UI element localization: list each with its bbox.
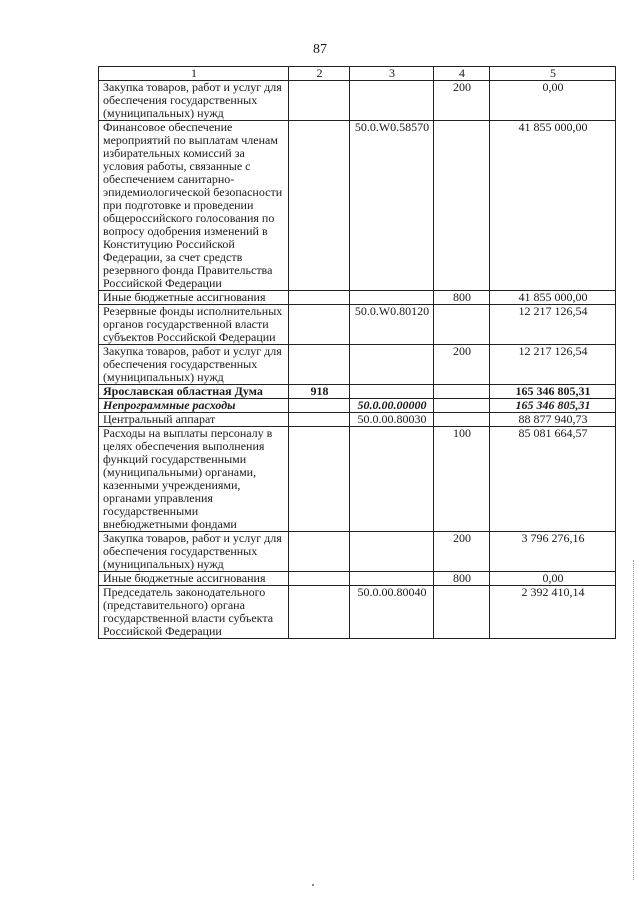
cell-type: 800 — [434, 291, 490, 305]
cell-code: 50.0.00.80040 — [350, 586, 434, 639]
cell-type — [434, 385, 490, 399]
table-row — [99, 413, 616, 427]
cell-ministry: 918 — [289, 385, 350, 399]
cell-amount: 165 346 805,31 — [490, 385, 616, 399]
cell-ministry — [289, 291, 350, 305]
cell-type: 100 — [434, 427, 490, 532]
cell-amount: 3 796 276,16 — [490, 532, 616, 572]
cell-code — [350, 532, 434, 572]
table-row — [99, 305, 616, 345]
cell-type — [434, 305, 490, 345]
cell-ministry — [289, 345, 350, 385]
cell-code — [350, 81, 434, 121]
cell-amount: 0,00 — [490, 81, 616, 121]
cell-name: Непрограммные расходы — [99, 399, 289, 413]
cell-code — [350, 385, 434, 399]
cell-name: Финансовое обеспечение мероприятий по выплатам членам избирательных комиссий за условия работы, связанные с обеспечением санитарно-эпидемиологической безопасности при подготовке и проведении общероссийского голосования по вопросу одобрения изменений в Конституцию Российской Федерации, за счет средств резервного фонда Правительства Российской Федерации — [99, 121, 289, 291]
cell-name: Закупка товаров, работ и услуг для обеспечения государственных (муниципальных) нужд — [99, 532, 289, 572]
column-header: 3 — [350, 67, 434, 81]
column-header: 4 — [434, 67, 490, 81]
cell-type — [434, 413, 490, 427]
cell-ministry — [289, 413, 350, 427]
cell-code: 50.0.W0.58570 — [350, 121, 434, 291]
cell-name: Резервные фонды исполнительных органов государственной власти субъектов Российской Федерации — [99, 305, 289, 345]
cell-ministry — [289, 586, 350, 639]
cell-ministry — [289, 121, 350, 291]
cell-code — [350, 572, 434, 586]
table-row — [99, 586, 616, 639]
scan-edge-mark — [633, 560, 636, 880]
cell-name: Центральный аппарат — [99, 413, 289, 427]
cell-name: Иные бюджетные ассигнования — [99, 291, 289, 305]
table-row — [99, 532, 616, 572]
cell-type — [434, 121, 490, 291]
cell-type: 800 — [434, 572, 490, 586]
column-header: 2 — [289, 67, 350, 81]
cell-amount: 0,00 — [490, 572, 616, 586]
cell-code: 50.0.00.80030 — [350, 413, 434, 427]
cell-amount: 12 217 126,54 — [490, 305, 616, 345]
cell-type — [434, 399, 490, 413]
cell-name: Расходы на выплаты персоналу в целях обеспечения выполнения функций государственными (муниципальными) органами, казенными учреждениями, органами управления государственными внебюджетными фондами — [99, 427, 289, 532]
cell-name: Иные бюджетные ассигнования — [99, 572, 289, 586]
table-row — [99, 572, 616, 586]
cell-amount: 41 855 000,00 — [490, 291, 616, 305]
cell-type — [434, 586, 490, 639]
table-row — [99, 81, 616, 121]
table-row — [99, 385, 616, 399]
cell-ministry — [289, 305, 350, 345]
cell-code: 50.0.00.00000 — [350, 399, 434, 413]
cell-ministry — [289, 81, 350, 121]
cell-amount: 41 855 000,00 — [490, 121, 616, 291]
cell-code: 50.0.W0.80120 — [350, 305, 434, 345]
cell-name: Закупка товаров, работ и услуг для обеспечения государственных (муниципальных) нужд — [99, 81, 289, 121]
cell-ministry — [289, 572, 350, 586]
cell-ministry — [289, 532, 350, 572]
table-row — [99, 399, 616, 413]
cell-code — [350, 345, 434, 385]
cell-amount: 2 392 410,14 — [490, 586, 616, 639]
cell-ministry — [289, 427, 350, 532]
budget-table — [98, 66, 616, 639]
scan-speck — [312, 884, 314, 886]
column-header: 5 — [490, 67, 616, 81]
table-row — [99, 121, 616, 291]
cell-type: 200 — [434, 81, 490, 121]
cell-ministry — [289, 399, 350, 413]
cell-name: Председатель законодательного (представительного) органа государственной власти субъекта Российской Федерации — [99, 586, 289, 639]
cell-code — [350, 427, 434, 532]
cell-name: Закупка товаров, работ и услуг для обеспечения государственных (муниципальных) нужд — [99, 345, 289, 385]
cell-type: 200 — [434, 345, 490, 385]
cell-name: Ярославская областная Дума — [99, 385, 289, 399]
page-number: 87 — [313, 42, 327, 57]
cell-code — [350, 291, 434, 305]
table-row — [99, 291, 616, 305]
cell-amount: 85 081 664,57 — [490, 427, 616, 532]
cell-amount: 12 217 126,54 — [490, 345, 616, 385]
table-header-row — [99, 67, 616, 81]
cell-amount: 165 346 805,31 — [490, 399, 616, 413]
cell-amount: 88 877 940,73 — [490, 413, 616, 427]
column-header: 1 — [99, 67, 289, 81]
table-row — [99, 345, 616, 385]
table-row — [99, 427, 616, 532]
cell-type: 200 — [434, 532, 490, 572]
